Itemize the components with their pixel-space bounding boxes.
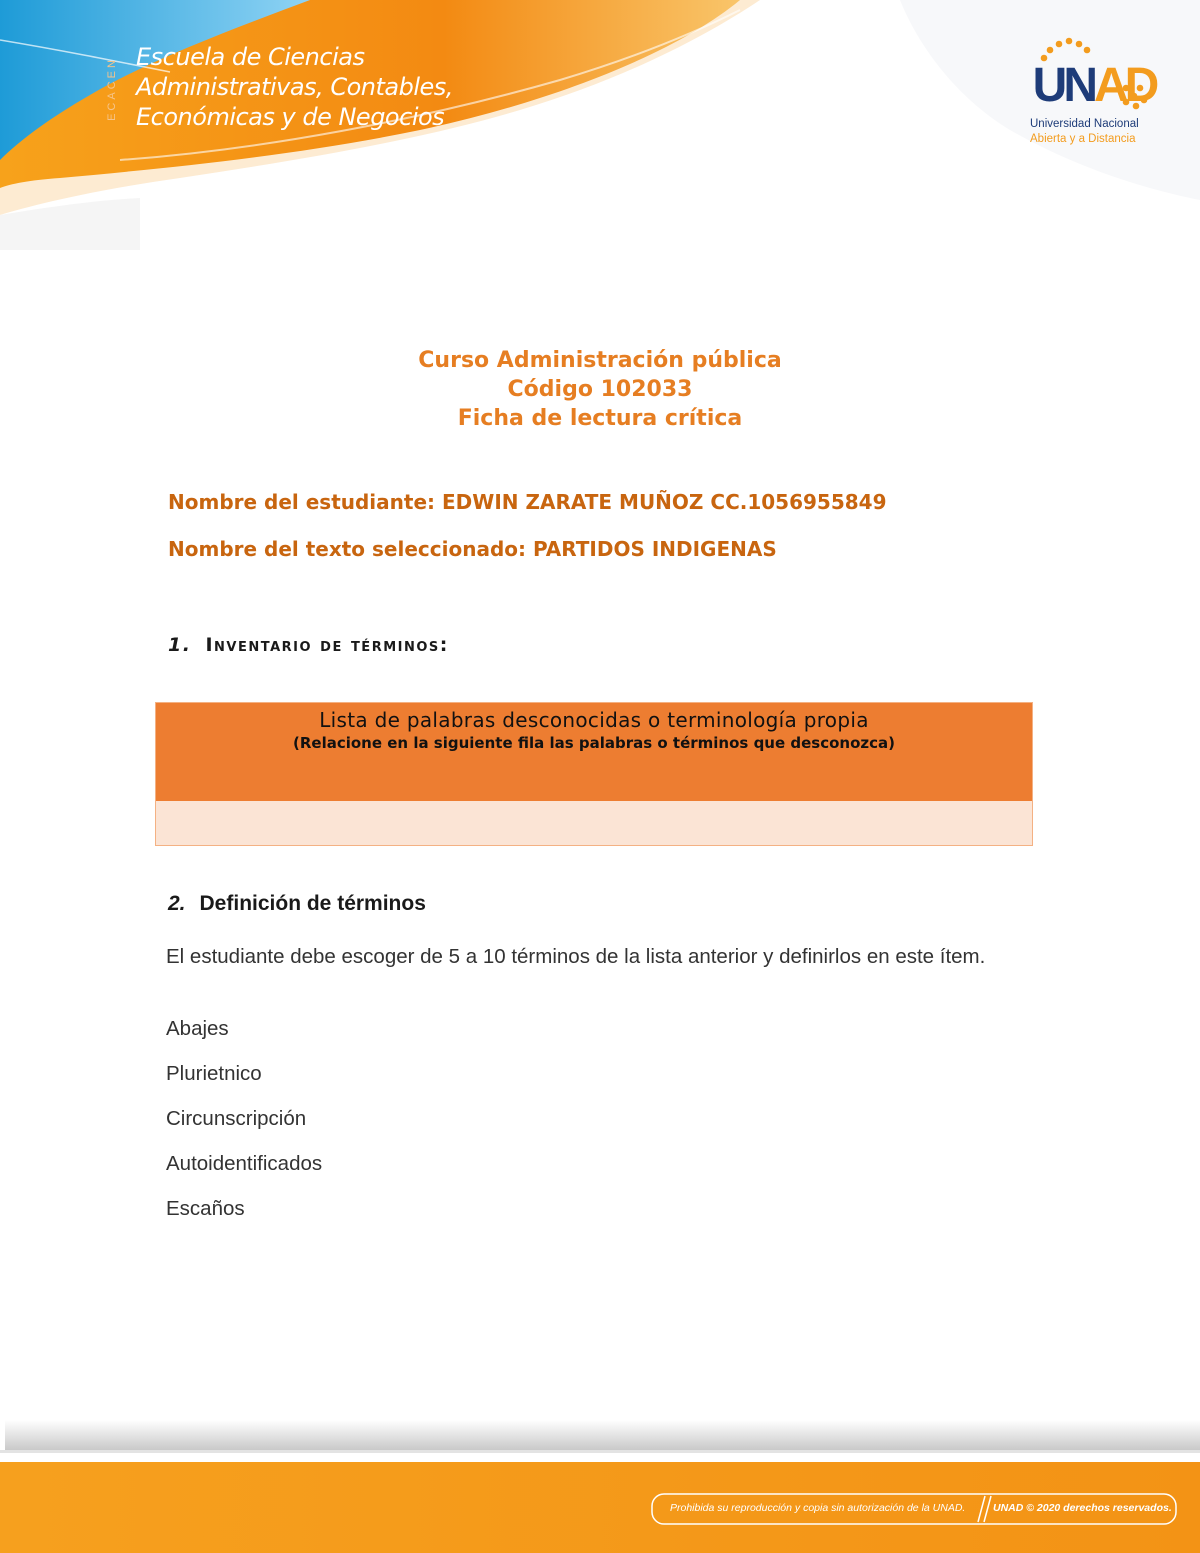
- selected-text-line: [168, 537, 777, 561]
- footer-copyright: UNAD © 2020 derechos reservados.: [993, 1502, 1172, 1514]
- unad-logo: [1030, 36, 1160, 156]
- list-item: Circunscripción: [166, 1107, 307, 1130]
- course-code: Código 102033: [507, 377, 693, 402]
- school-line: Administrativas, Contables,: [136, 73, 453, 101]
- section2-title: Definición de términos: [199, 892, 426, 915]
- list-item: Autoidentificados: [166, 1152, 323, 1175]
- school-line: Económicas y de Negocios: [136, 103, 445, 131]
- section1-title: Inventario de términos:: [205, 634, 449, 656]
- terms-table-header: [156, 703, 1032, 801]
- school-line: Escuela de Ciencias: [136, 43, 365, 71]
- logo-wordmark: UNAD: [1032, 59, 1156, 112]
- section2-instruction: El estudiante debe escoger de 5 a 10 términos de la lista anterior y definirlos en este ítem.: [166, 945, 986, 968]
- course-title-block: [0, 346, 1200, 433]
- header-banner: [0, 0, 1200, 250]
- selected-text-label: Nombre del texto seleccionado:: [168, 537, 526, 561]
- student-label: Nombre del estudiante:: [168, 490, 436, 514]
- student-value: EDWIN ZARATE MUÑOZ CC.1056955849: [442, 490, 887, 514]
- footer-notice: Prohibida su reproducción y copia sin autorización de la UNAD.: [670, 1502, 966, 1514]
- student-name-line: [168, 490, 887, 514]
- footer-banner: [0, 1412, 1200, 1553]
- section1-heading: [168, 634, 449, 656]
- logo-subtitle-line2: Abierta y a Distancia: [1030, 133, 1136, 145]
- section2-heading: [168, 892, 426, 916]
- list-item: Abajes: [166, 1017, 229, 1040]
- school-name: [136, 42, 453, 132]
- selected-text-value: PARTIDOS INDIGENAS: [532, 537, 777, 561]
- course-title: Curso Administración pública: [418, 348, 782, 373]
- terms-table-title: Lista de palabras desconocidas o terminología propia: [319, 708, 869, 732]
- terms-table-instruction: (Relacione en la siguiente fila las palabras o términos que desconozca): [292, 734, 895, 752]
- course-subtitle: Ficha de lectura crítica: [457, 406, 743, 431]
- section2-number: 2.: [168, 892, 186, 915]
- section1-number: 1.: [168, 634, 192, 656]
- list-item: Plurietnico: [166, 1062, 262, 1085]
- terms-table: [155, 702, 1033, 846]
- ecacen-side-label: ECACEN: [106, 57, 118, 121]
- footer-graphic: [0, 1412, 1200, 1553]
- terms-list: [166, 1016, 322, 1241]
- terms-table-entry-row[interactable]: [156, 801, 1032, 845]
- logo-subtitle-line1: Universidad Nacional: [1030, 118, 1139, 130]
- list-item: Escaños: [166, 1197, 245, 1220]
